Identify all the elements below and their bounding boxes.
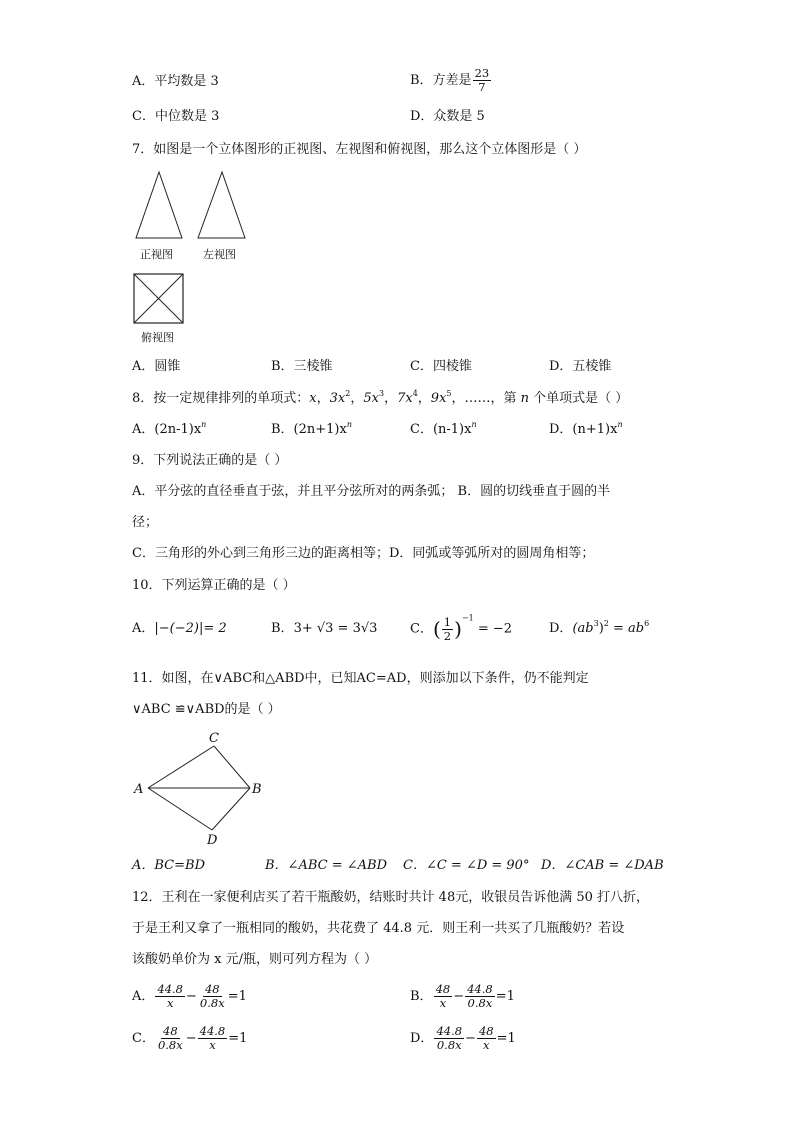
front-view-caption: 正视图 bbox=[140, 248, 173, 261]
q7-option-a: A．圆锥 bbox=[132, 359, 181, 374]
q7-front-left-views bbox=[130, 168, 255, 243]
q6-option-b bbox=[410, 66, 492, 96]
q11-option-b: B．∠ABC = ∠ABD bbox=[265, 858, 387, 873]
top-view-caption: 俯视图 bbox=[141, 331, 174, 344]
q10-option-d: D．$(ab^3)^2 = ab^6$ bbox=[549, 619, 650, 636]
q6-variance-fraction bbox=[473, 67, 492, 94]
q6-option-a: A．平均数是 3 bbox=[132, 74, 219, 89]
q10-option-a: A．|−(−2)|= 2 bbox=[132, 621, 227, 636]
q12-line-3: 该酸奶单价为 x 元/瓶，则可列方程为（ ） bbox=[132, 952, 378, 967]
q8-stem: 8．按一定规律排列的单项式：x，$3x^2$，$5x^3$，$7x^4$，$9x^5$，……，第 n 个单项式是（ ） bbox=[132, 389, 629, 406]
q12-option-d: D． $\frac{44.8}{0.8x}$ − $\frac{48}{x}$ =1 bbox=[410, 1024, 516, 1052]
q8-option-b: B．$(2n+1)x^n$ bbox=[271, 420, 352, 437]
q10-half-fraction: $\frac{1}{2}$ bbox=[443, 614, 452, 643]
q8-option-c: C．$(n-1)x^n$ bbox=[410, 420, 477, 437]
q9-line-3: C．三角形的外心到三角形三边的距离相等；D．同弧或等弧所对的圆周角相等； bbox=[132, 546, 595, 561]
q7-stem: 7．如图是一个立体图形的正视图、左视图和俯视图，那么这个立体图形是（ ） bbox=[132, 142, 587, 157]
q6-variance-numerator: 23 bbox=[474, 66, 490, 80]
left-view-caption: 左视图 bbox=[203, 248, 236, 261]
q7-option-b: B．三棱锥 bbox=[271, 359, 333, 374]
segment-ad bbox=[148, 788, 212, 830]
q12-line-2: 于是王利又拿了一瓶相同的酸奶，共花费了 44.8 元．则王利一共买了几瓶酸奶？若设 bbox=[132, 921, 625, 936]
q12-line-1: 12．王利在一家便利店买了若干瓶酸奶，结账时共计 48元，收银员告诉他满 50 打八折， bbox=[132, 890, 650, 905]
q7-option-c: C．四棱锥 bbox=[410, 359, 472, 374]
q7-option-d: D．五棱锥 bbox=[549, 359, 612, 374]
q8-option-a: A．$(2n-1)x^n$ bbox=[132, 420, 207, 437]
vertex-label-c: C bbox=[209, 731, 219, 746]
front-view-triangle bbox=[136, 172, 182, 238]
q9-line-1: A．平分弦的直径垂直于弦，并且平分弦所对的两条弧； B．圆的切线垂直于圆的半 bbox=[132, 484, 611, 499]
q12-option-b: B． $\frac{48}{x}$ − $\frac{44.8}{0.8x}$ =1 bbox=[410, 982, 515, 1010]
vertex-label-b: B bbox=[252, 782, 262, 797]
q6-variance-denominator: 7 bbox=[478, 80, 486, 94]
q10-option-b: B．3+ √3 = 3√3 bbox=[271, 621, 378, 636]
q11-option-c: C．∠C = ∠D = 90° bbox=[403, 858, 530, 873]
top-view-square bbox=[132, 272, 186, 326]
q12-option-c: C． $\frac{48}{0.8x}$ − $\frac{44.8}{x}$ =1 bbox=[132, 1024, 248, 1052]
vertex-label-a: A bbox=[134, 782, 144, 797]
q11-figure bbox=[130, 728, 270, 848]
q8-option-d: D．$(n+1)x^n$ bbox=[549, 420, 623, 437]
q9-line-2: 径； bbox=[132, 515, 159, 530]
q6-option-c: C．中位数是 3 bbox=[132, 109, 220, 124]
segment-cb bbox=[214, 746, 250, 788]
q11-option-a: A．BC=BD bbox=[132, 858, 205, 873]
q9-stem: 9．下列说法正确的是（ ） bbox=[132, 453, 288, 468]
segment-ac bbox=[148, 746, 214, 788]
left-view-triangle bbox=[198, 172, 245, 238]
q10-option-c: C．( $\frac{1}{2}$ )$^{-1}$ = −2 bbox=[410, 613, 513, 643]
q11-line-2: ∨ABC ≌∨ABD的是（ ） bbox=[132, 702, 281, 717]
q12-option-a: A． $\frac{44.8}{x}$ − $\frac{48}{0.8x}$ =1 bbox=[132, 982, 247, 1010]
q6-option-b-prefix: B．方差是 bbox=[410, 73, 472, 88]
q11-line-1: 11．如图，在∨ABC和△ABD中，已知AC=AD，则添加以下条件，仍不能判定 bbox=[132, 671, 589, 686]
q10-stem: 10．下列运算正确的是（ ） bbox=[132, 578, 296, 593]
q11-option-d: D．∠CAB = ∠DAB bbox=[541, 858, 664, 873]
segment-db bbox=[212, 788, 250, 830]
vertex-label-d: D bbox=[207, 833, 218, 848]
q6-option-d: D．众数是 5 bbox=[410, 109, 485, 124]
